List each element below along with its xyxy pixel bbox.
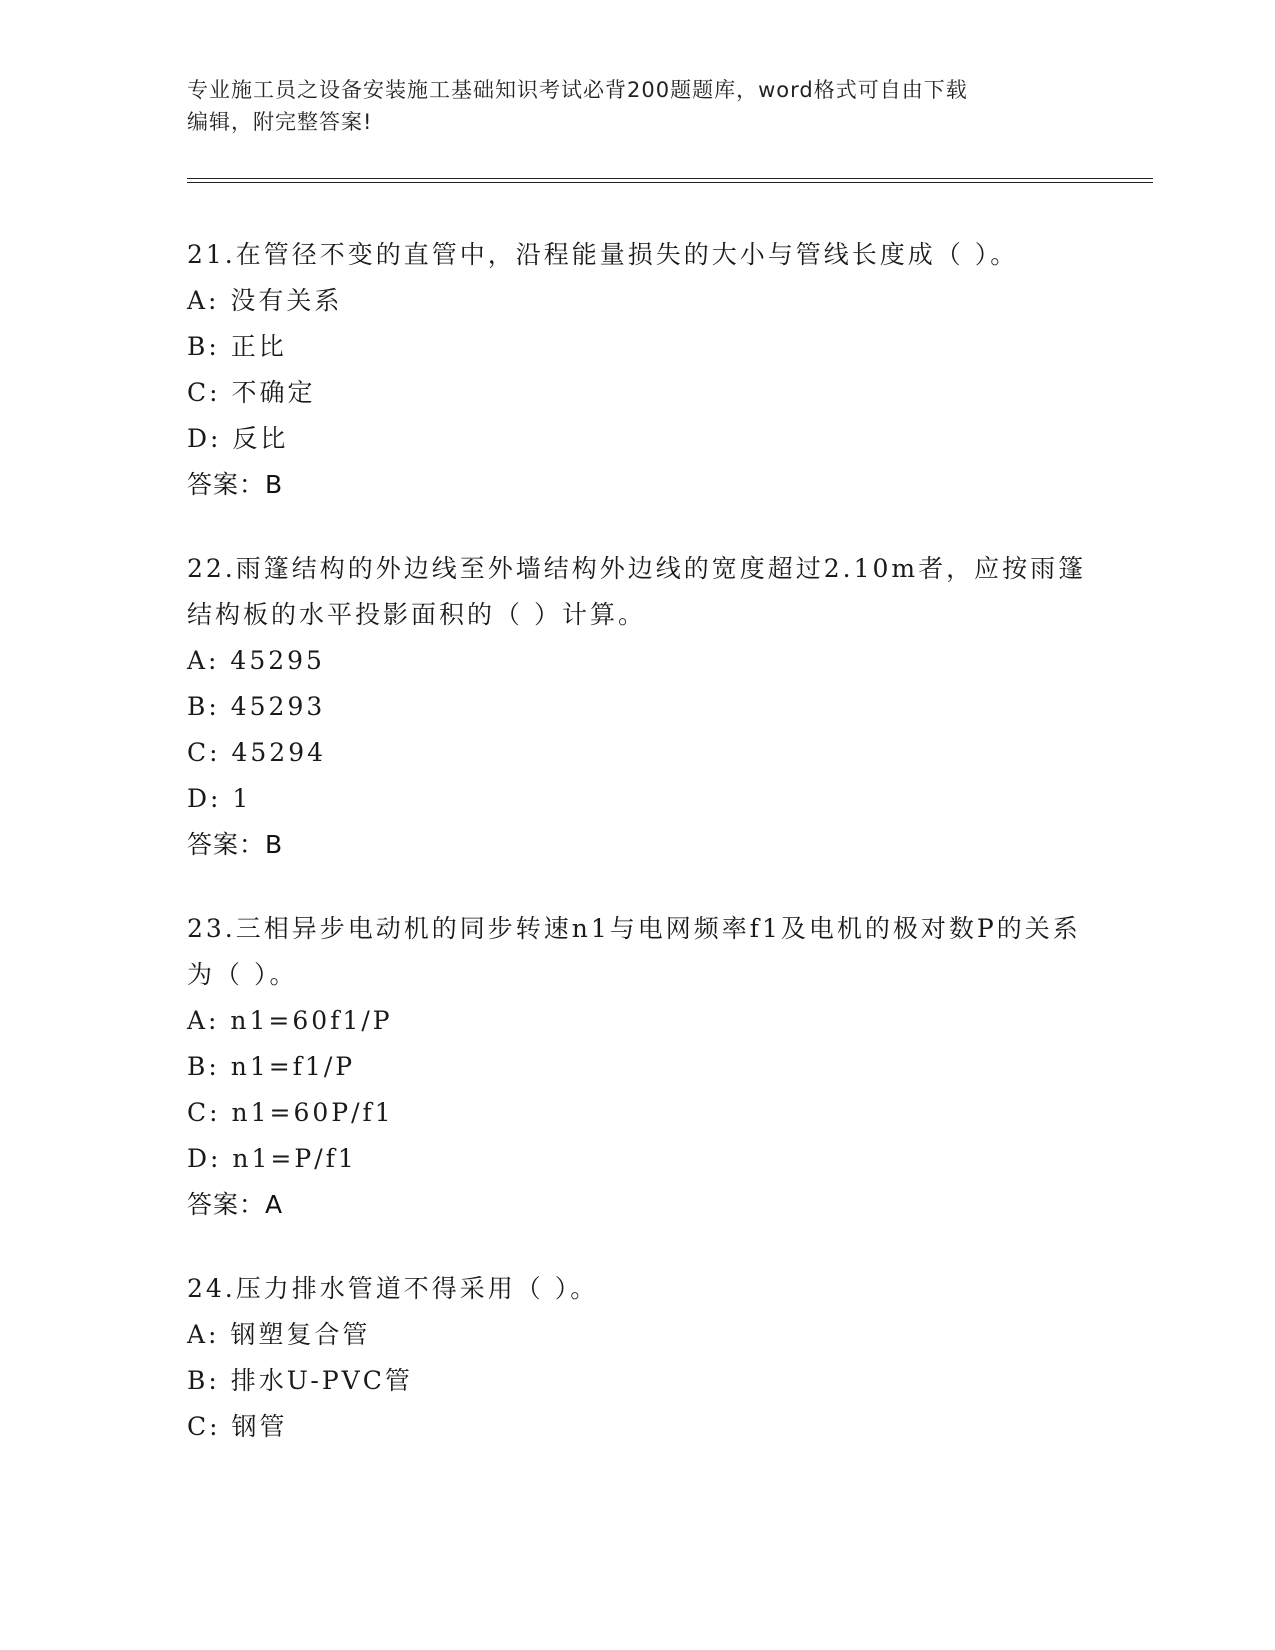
option-a: A: 钢塑复合管 — [187, 1320, 371, 1349]
header-divider — [187, 178, 1153, 183]
option-d: D: 反比 — [187, 424, 289, 453]
option-c: C: 45294 — [187, 738, 327, 767]
question-22 — [187, 546, 1087, 868]
option-b: B: 正比 — [187, 332, 287, 361]
option-c: C: 钢管 — [187, 1412, 288, 1441]
option-c: C: 不确定 — [187, 378, 316, 407]
header-line-1: 专业施工员之设备安装施工基础知识考试必背200题题库，word格式可自由下载 — [187, 78, 968, 102]
option-a: A: n1=60f1/P — [187, 1006, 393, 1035]
question-list — [187, 232, 1087, 1488]
document-header — [187, 74, 1067, 138]
question-24 — [187, 1266, 1087, 1450]
question-text: 23.三相异步电动机的同步转速n1与电网频率f1及电机的极对数P的关系为（ ）。 — [187, 914, 1081, 989]
option-b: B: n1=f1/P — [187, 1052, 356, 1081]
option-d: D: 1 — [187, 784, 252, 813]
question-text: 24.压力排水管道不得采用（ ）。 — [187, 1274, 599, 1303]
answer-label: 答案：B — [187, 470, 284, 499]
question-21 — [187, 232, 1087, 508]
question-text: 21.在管径不变的直管中，沿程能量损失的大小与管线长度成（ ）。 — [187, 240, 1019, 269]
question-23 — [187, 906, 1087, 1228]
option-a: A: 没有关系 — [187, 286, 343, 315]
option-b: B: 排水U-PVC管 — [187, 1366, 413, 1395]
header-line-2: 编辑，附完整答案! — [187, 110, 373, 134]
question-text: 22.雨篷结构的外边线至外墙结构外边线的宽度超过2.10m者，应按雨篷结构板的水平投影面积的（ ）计算。 — [187, 554, 1087, 629]
option-b: B: 45293 — [187, 692, 326, 721]
answer-label: 答案：B — [187, 830, 284, 859]
option-d: D: n1=P/f1 — [187, 1144, 357, 1173]
option-c: C: n1=60P/f1 — [187, 1098, 394, 1127]
answer-label: 答案：A — [187, 1190, 284, 1219]
option-a: A: 45295 — [187, 646, 325, 675]
